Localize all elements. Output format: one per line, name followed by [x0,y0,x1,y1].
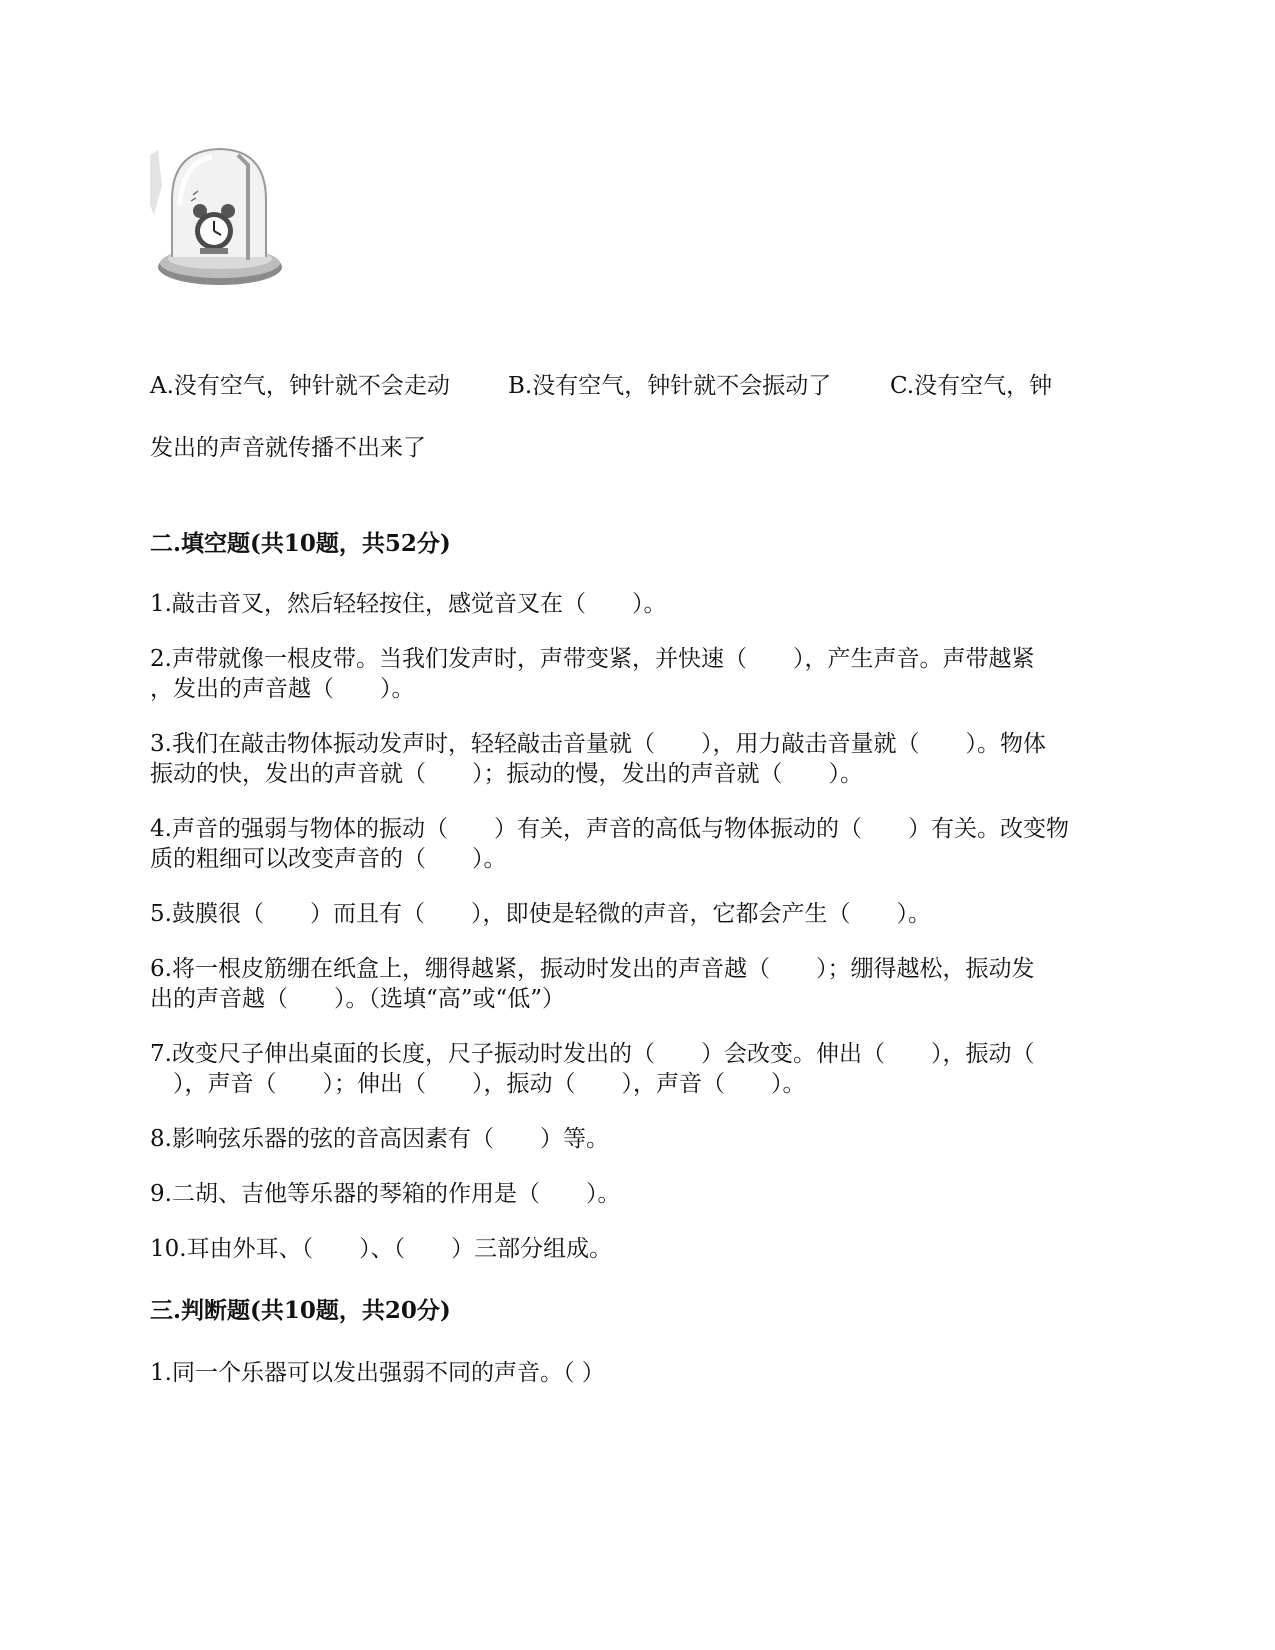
fill-question-7-line-2: ），声音（ ）；伸出（ ），振动（ ），声音（ ）。 [150,1071,806,1097]
bell-jar-alarm-clock-image [148,145,288,305]
section-2-title: 二.填空题(共10题，共52分) [150,530,451,557]
fill-question-7-line-1: 7.改变尺子伸出桌面的长度，尺子振动时发出的（ ）会改变。伸出（ ），振动（ [150,1041,1035,1067]
fill-question-6-line-2: 出的声音越（ ）。（选填“高”或“低”） [150,986,566,1012]
fill-question-4-line-1: 4.声音的强弱与物体的振动（ ）有关，声音的高低与物体振动的（ ）有关。改变物 [150,816,1069,842]
answer-options [150,370,1125,402]
fill-question-3-line-1: 3.我们在敲击物体振动发声时，轻轻敲击音量就（ ），用力敲击音量就（ ）。物体 [150,731,1046,757]
fill-question-5: 5.鼓膜很（ ）而且有（ ），即使是轻微的声音，它都会产生（ ）。 [150,901,931,927]
fill-question-3-line-2: 振动的快，发出的声音就（ ）；振动的慢，发出的声音就（ ）。 [150,761,863,787]
fill-question-2-line-2: ，发出的声音越（ ）。 [150,676,415,702]
fill-question-2-line-1: 2.声带就像一根皮带。当我们发声时，声带变紧，并快速（ ），产生声音。声带越紧 [150,646,1035,672]
option-a: A.没有空气，钟针就不会走动 [150,373,450,399]
option-c: C.没有空气，钟 [890,373,1053,399]
fill-question-4-line-2: 质的粗细可以改变声音的（ ）。 [150,846,507,872]
fill-question-1: 1.敲击音叉，然后轻轻按住，感觉音叉在（ ）。 [150,591,667,617]
option-b: B.没有空气，钟针就不会振动了 [508,373,832,399]
fill-question-8: 8.影响弦乐器的弦的音高因素有（ ）等。 [150,1126,609,1152]
fill-question-10: 10.耳由外耳、（ ）、（ ）三部分组成。 [150,1236,613,1262]
judge-question-1: 1.同一个乐器可以发出强弱不同的声音。（ ） [150,1360,605,1386]
section-3-title: 三.判断题(共10题，共20分) [150,1297,451,1324]
fill-question-6-line-1: 6.将一根皮筋绷在纸盒上，绷得越紧，振动时发出的声音越（ ）；绷得越松，振动发 [150,956,1035,982]
option-c-continuation: 发出的声音就传播不出来了 [150,435,426,461]
fill-question-9: 9.二胡、吉他等乐器的琴箱的作用是（ ）。 [150,1181,621,1207]
